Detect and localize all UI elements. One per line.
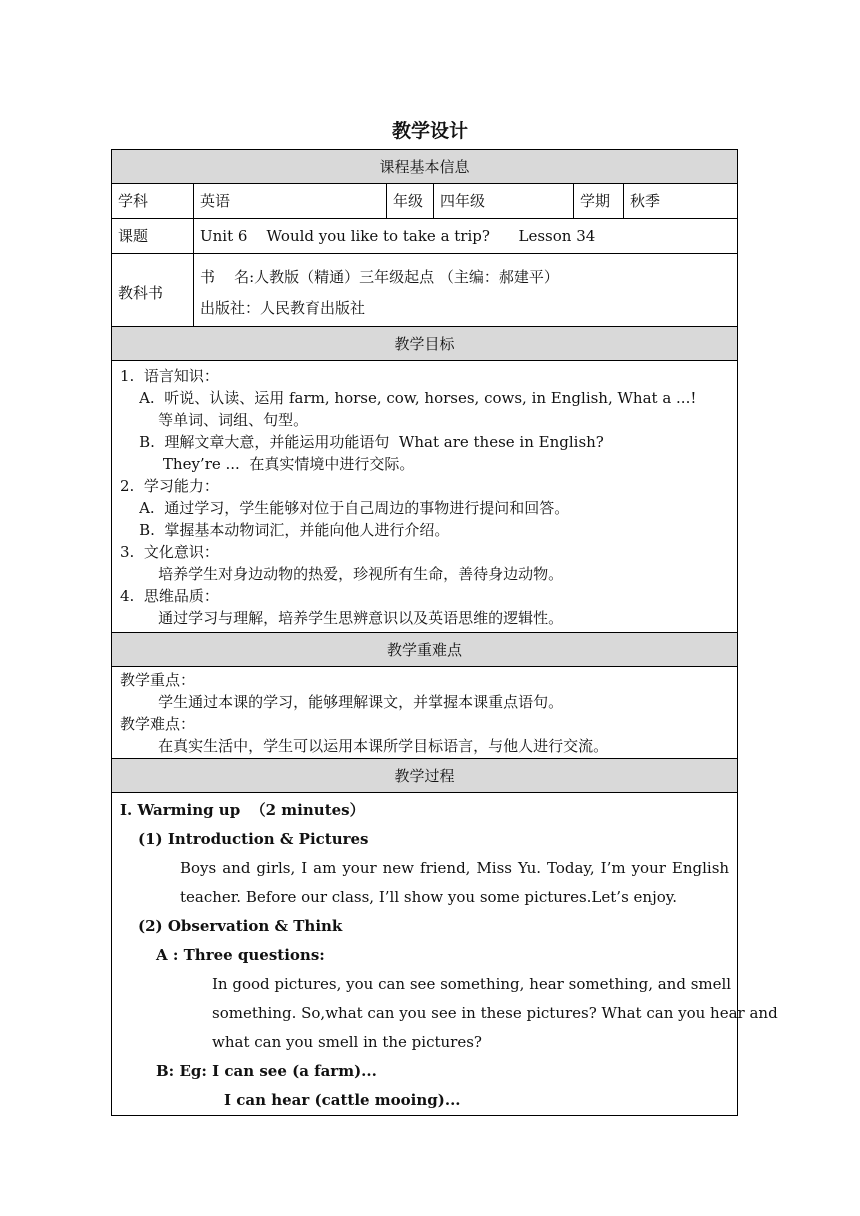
key-points-row [112, 667, 738, 759]
objective-line: 4. 思维品质： [120, 587, 219, 605]
grade-value: 四年级 [434, 184, 574, 219]
textbook-row [112, 254, 738, 327]
step-1-text-line-2: teacher. Before our class, I’ll show you some pictures.Let’s enjoy. [180, 888, 677, 906]
document-title: 教学设计 [391, 120, 468, 142]
objective-line: 3. 文化意识： [120, 543, 219, 561]
process-header-row [112, 759, 738, 793]
topic-label: 课题 [112, 219, 194, 254]
key-point-line: 教学难点： [120, 715, 196, 733]
part-a-heading: A : Three questions: [156, 946, 325, 964]
objective-line: 1. 语言知识： [120, 367, 219, 385]
key-points-body [112, 667, 738, 759]
part-a-text-line-2: something. So,what can you see in these pictures? What can you hear and [212, 1004, 778, 1022]
term-value: 秋季 [624, 184, 738, 219]
key-point-line: 在真实生活中，学生可以运用本课所学目标语言，与他人进行交流。 [120, 737, 609, 755]
subject-value: 英语 [194, 184, 387, 219]
part-b-example-1: B: Eg: I can see (a farm)... [156, 1062, 377, 1080]
objectives-body [112, 361, 738, 633]
topic-value: Unit 6 Would you like to take a trip? Lesson 34 [194, 219, 738, 254]
key-points-header: 教学重难点 [112, 633, 738, 667]
basic-info-header: 课程基本信息 [112, 150, 738, 184]
objective-line: A. 通过学习，学生能够对位于自己周边的事物进行提问和回答。 [120, 499, 570, 517]
topic-row [112, 219, 738, 254]
warming-up-heading: I. Warming up （2 minutes） [120, 801, 365, 819]
textbook-label: 教科书 [112, 254, 194, 327]
subject-row [112, 184, 738, 219]
step-2-heading: (2) Observation & Think [138, 917, 343, 935]
textbook-value [194, 254, 738, 327]
objective-line: A. 听说、认读、运用 farm, horse, cow, horses, cows, in English, What a ...! [120, 389, 697, 407]
objective-line: B. 理解文章大意，并能运用功能语句 What are these in English? [120, 433, 604, 451]
textbook-line-2: 出版社：人民教育出版社 [200, 298, 366, 317]
key-points-header-row [112, 633, 738, 667]
objectives-row [112, 361, 738, 633]
process-row [112, 793, 738, 1116]
textbook-line-1: 书 名:人教版（精通）三年级起点 （主编：郝建平） [200, 267, 559, 286]
objective-line: 等单词、词组、句型。 [120, 411, 309, 429]
objectives-header-row [112, 327, 738, 361]
objective-line: 2. 学习能力： [120, 477, 219, 495]
objectives-header: 教学目标 [112, 327, 738, 361]
part-a-text-line-1: In good pictures, you can see something, hear something, and smell [212, 975, 732, 993]
lesson-plan-table [111, 149, 778, 1116]
part-b-example-2: I can hear (cattle mooing)... [224, 1091, 461, 1109]
key-point-line: 教学重点： [120, 671, 196, 689]
step-1-text-line-1: Boys and girls, I am your new friend, Miss Yu. Today, I’m your English [180, 859, 730, 877]
grade-label: 年级 [387, 184, 434, 219]
part-a-text-line-3: what can you smell in the pictures? [212, 1033, 482, 1051]
process-header: 教学过程 [112, 759, 738, 793]
process-body [112, 793, 778, 1116]
basic-info-header-row [112, 150, 738, 184]
objective-line: B. 掌握基本动物词汇，并能向他人进行介绍。 [120, 521, 450, 539]
objective-line: 通过学习与理解，培养学生思辨意识以及英语思维的逻辑性。 [120, 609, 564, 627]
objective-line: 培养学生对身边动物的热爱，珍视所有生命，善待身边动物。 [120, 565, 564, 583]
objective-line: They’re ... 在真实情境中进行交际。 [120, 455, 415, 473]
key-point-line: 学生通过本课的学习，能够理解课文，并掌握本课重点语句。 [120, 693, 564, 711]
subject-label: 学科 [112, 184, 194, 219]
step-1-heading: (1) Introduction & Pictures [138, 830, 369, 848]
term-label: 学期 [574, 184, 624, 219]
